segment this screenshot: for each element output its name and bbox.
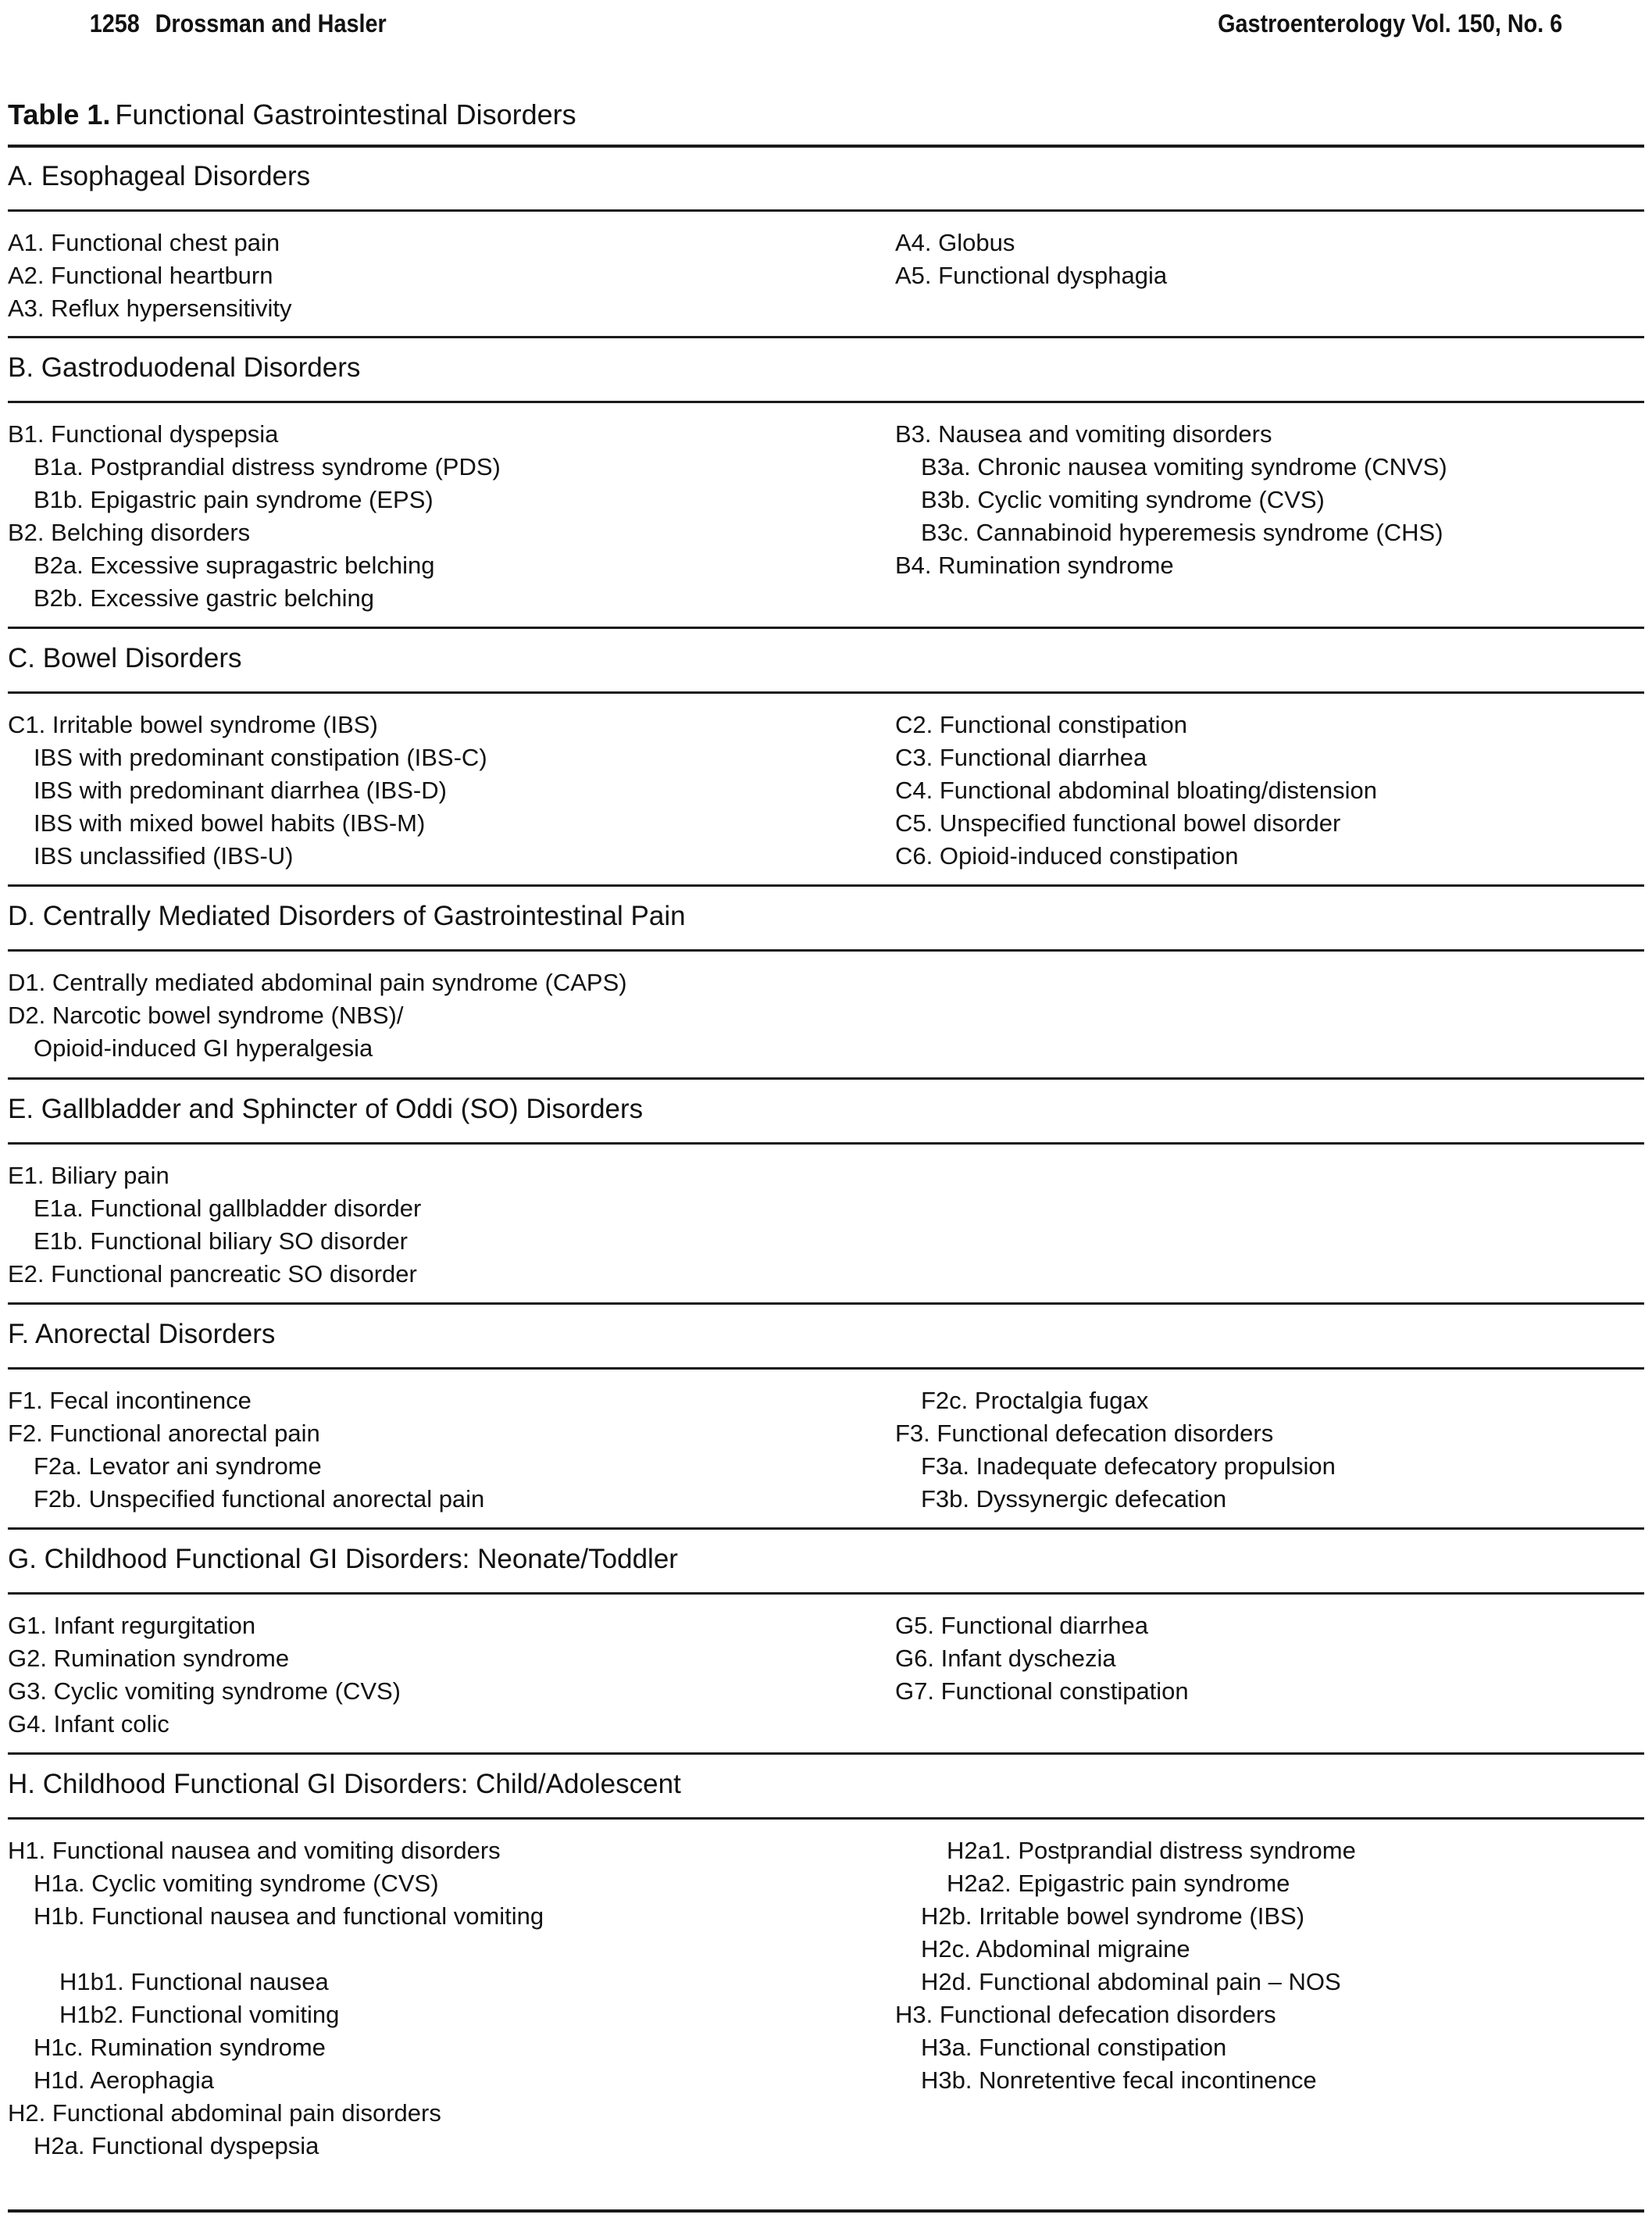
- running-head-left: [90, 9, 387, 38]
- table-item-ibs-m: IBS with mixed bowel habits (IBS-M): [34, 809, 426, 837]
- table-item-d2-cont: Opioid-induced GI hyperalgesia: [34, 1034, 373, 1062]
- section-b-right-column: [895, 418, 1447, 582]
- table-item-e1a: E1a. Functional gallbladder disorder: [34, 1195, 422, 1222]
- section-h-rule: [8, 1817, 1644, 1820]
- table-item-h2a2: H2a2. Epigastric pain syndrome: [947, 1870, 1290, 1897]
- section-h-right-column: [895, 1834, 1356, 2097]
- table-top-rule: [8, 145, 1644, 148]
- section-g-left-column: [8, 1609, 401, 1741]
- table-item-g3: G3. Cyclic vomiting syndrome (CVS): [8, 1677, 401, 1705]
- table-item-f2c: F2c. Proctalgia fugax: [921, 1387, 1149, 1414]
- table-item-h2d: H2d. Functional abdominal pain – NOS: [921, 1968, 1341, 1995]
- journal-citation: Gastroenterology Vol. 150, No. 6: [1218, 9, 1563, 38]
- section-c-title: C. Bowel Disorders: [8, 643, 242, 673]
- section-c-left-column: [8, 709, 487, 873]
- table-item-b3b: B3b. Cyclic vomiting syndrome (CVS): [921, 486, 1325, 513]
- table-item-b2: B2. Belching disorders: [8, 519, 251, 546]
- section-f-left-column: [8, 1384, 484, 1516]
- section-a-left-column: [8, 227, 292, 325]
- table-item-h1: H1. Functional nausea and vomiting disorders: [8, 1837, 501, 1864]
- table-item-g5: G5. Functional diarrhea: [895, 1612, 1148, 1639]
- table-item-h3: H3. Functional defecation disorders: [895, 2001, 1276, 2028]
- table-item-b2a: B2a. Excessive supragastric belching: [34, 552, 435, 579]
- table-item-h2b: H2b. Irritable bowel syndrome (IBS): [921, 1902, 1305, 1930]
- blank-line: [8, 1933, 544, 1966]
- section-d-rule: [8, 949, 1644, 952]
- section-divider: [8, 1527, 1644, 1530]
- table-item-h1b: H1b. Functional nausea and functional vomiting: [34, 1902, 544, 1930]
- table-item-h1b1: H1b1. Functional nausea: [59, 1968, 329, 1995]
- table-item-f3b: F3b. Dyssynergic defecation: [921, 1485, 1227, 1513]
- table-item-c2: C2. Functional constipation: [895, 711, 1187, 738]
- section-divider: [8, 884, 1644, 887]
- table-item-g6: G6. Infant dyschezia: [895, 1645, 1116, 1672]
- section-b-title: B. Gastroduodenal Disorders: [8, 352, 361, 383]
- section-a-right-column: [895, 227, 1167, 292]
- table-item-f2b: F2b. Unspecified functional anorectal pain: [34, 1485, 485, 1513]
- table-item-c4: C4. Functional abdominal bloating/distension: [895, 777, 1377, 804]
- table-item-ibs-c: IBS with predominant constipation (IBS-C): [34, 744, 487, 771]
- section-c-right-column: [895, 709, 1377, 873]
- table-item-b3c: B3c. Cannabinoid hyperemesis syndrome (CHS): [921, 519, 1443, 546]
- section-d-left-column: [8, 966, 627, 1065]
- table-item-b4: B4. Rumination syndrome: [895, 552, 1174, 579]
- section-e-left-column: [8, 1159, 421, 1291]
- section-h-left-column: [8, 1834, 544, 2163]
- table-label: Table 1.: [8, 98, 111, 130]
- table-item-h3a: H3a. Functional constipation: [921, 2034, 1227, 2061]
- table-item-b1b: B1b. Epigastric pain syndrome (EPS): [34, 486, 434, 513]
- table-item-b1a: B1a. Postprandial distress syndrome (PDS): [34, 453, 501, 480]
- table-item-b2b: B2b. Excessive gastric belching: [34, 584, 374, 612]
- table-item-h3b: H3b. Nonretentive fecal incontinence: [921, 2066, 1317, 2094]
- section-divider: [8, 627, 1644, 629]
- section-f-right-column: [895, 1384, 1336, 1516]
- table-item-h2: H2. Functional abdominal pain disorders: [8, 2099, 441, 2127]
- table-item-f2: F2. Functional anorectal pain: [8, 1420, 320, 1447]
- table-item-b3: B3. Nausea and vomiting disorders: [895, 420, 1272, 448]
- table-item-f1: F1. Fecal incontinence: [8, 1387, 252, 1414]
- table-item-e1: E1. Biliary pain: [8, 1162, 169, 1189]
- table-caption: Functional Gastrointestinal Disorders: [115, 98, 576, 130]
- table-item-h2a1: H2a1. Postprandial distress syndrome: [947, 1837, 1356, 1864]
- table-item-h2c: H2c. Abdominal migraine: [921, 1935, 1190, 1963]
- table-item-g2: G2. Rumination syndrome: [8, 1645, 290, 1672]
- section-f-rule: [8, 1367, 1644, 1370]
- table-item-b3a: B3a. Chronic nausea vomiting syndrome (CNVS): [921, 453, 1447, 480]
- section-divider: [8, 336, 1644, 338]
- table-item-d2: D2. Narcotic bowel syndrome (NBS)/: [8, 1002, 404, 1029]
- table-item-a3: A3. Reflux hypersensitivity: [8, 295, 292, 322]
- table-bottom-rule: [8, 2209, 1644, 2213]
- section-g-rule: [8, 1592, 1644, 1595]
- table-item-f3a: F3a. Inadequate defecatory propulsion: [921, 1452, 1336, 1480]
- table-item-h1b2: H1b2. Functional vomiting: [59, 2001, 340, 2028]
- page-number: 1258: [89, 9, 140, 38]
- table-item-b1: B1. Functional dyspepsia: [8, 420, 279, 448]
- table-item-h1d: H1d. Aerophagia: [34, 2066, 214, 2094]
- table-item-f2a: F2a. Levator ani syndrome: [34, 1452, 322, 1480]
- section-a-title: A. Esophageal Disorders: [8, 161, 311, 191]
- section-g-right-column: [895, 1609, 1189, 1708]
- table-item-ibs-d: IBS with predominant diarrhea (IBS-D): [34, 777, 447, 804]
- table-item-e2: E2. Functional pancreatic SO disorder: [8, 1260, 417, 1288]
- table-item-f3: F3. Functional defecation disorders: [895, 1420, 1274, 1447]
- table-item-g7: G7. Functional constipation: [895, 1677, 1189, 1705]
- section-d-title: D. Centrally Mediated Disorders of Gastrointestinal Pain: [8, 901, 686, 931]
- table-item-e1b: E1b. Functional biliary SO disorder: [34, 1227, 409, 1255]
- table-item-ibs-u: IBS unclassified (IBS-U): [34, 842, 294, 870]
- section-f-title: F. Anorectal Disorders: [8, 1319, 276, 1349]
- table-item-h1a: H1a. Cyclic vomiting syndrome (CVS): [34, 1870, 439, 1897]
- table-item-a5: A5. Functional dysphagia: [895, 262, 1168, 289]
- table-item-g1: G1. Infant regurgitation: [8, 1612, 256, 1639]
- section-a-rule: [8, 209, 1644, 212]
- table-title: [8, 98, 576, 131]
- author-names: Drossman and Hasler: [155, 9, 387, 38]
- section-divider: [8, 1302, 1644, 1305]
- table-item-d1: D1. Centrally mediated abdominal pain syndrome (CAPS): [8, 969, 627, 996]
- table-item-c3: C3. Functional diarrhea: [895, 744, 1147, 771]
- table-item-h2a: H2a. Functional dyspepsia: [34, 2132, 319, 2159]
- section-h-title: H. Childhood Functional GI Disorders: Child/Adolescent: [8, 1769, 681, 1799]
- section-e-title: E. Gallbladder and Sphincter of Oddi (SO) Disorders: [8, 1094, 644, 1124]
- table-item-g4: G4. Infant colic: [8, 1710, 169, 1738]
- section-b-rule: [8, 401, 1644, 403]
- section-c-rule: [8, 691, 1644, 694]
- section-divider: [8, 1752, 1644, 1755]
- section-e-rule: [8, 1142, 1644, 1145]
- table-item-a4: A4. Globus: [895, 229, 1015, 256]
- section-divider: [8, 1077, 1644, 1080]
- table-item-h1c: H1c. Rumination syndrome: [34, 2034, 326, 2061]
- table-item-a2: A2. Functional heartburn: [8, 262, 273, 289]
- table-item-a1: A1. Functional chest pain: [8, 229, 280, 256]
- table-item-c1: C1. Irritable bowel syndrome (IBS): [8, 711, 378, 738]
- section-b-left-column: [8, 418, 501, 615]
- table-item-c5: C5. Unspecified functional bowel disorder: [895, 809, 1341, 837]
- table-item-c6: C6. Opioid-induced constipation: [895, 842, 1239, 870]
- section-g-title: G. Childhood Functional GI Disorders: Neonate/Toddler: [8, 1544, 678, 1574]
- running-head: [83, 9, 1570, 48]
